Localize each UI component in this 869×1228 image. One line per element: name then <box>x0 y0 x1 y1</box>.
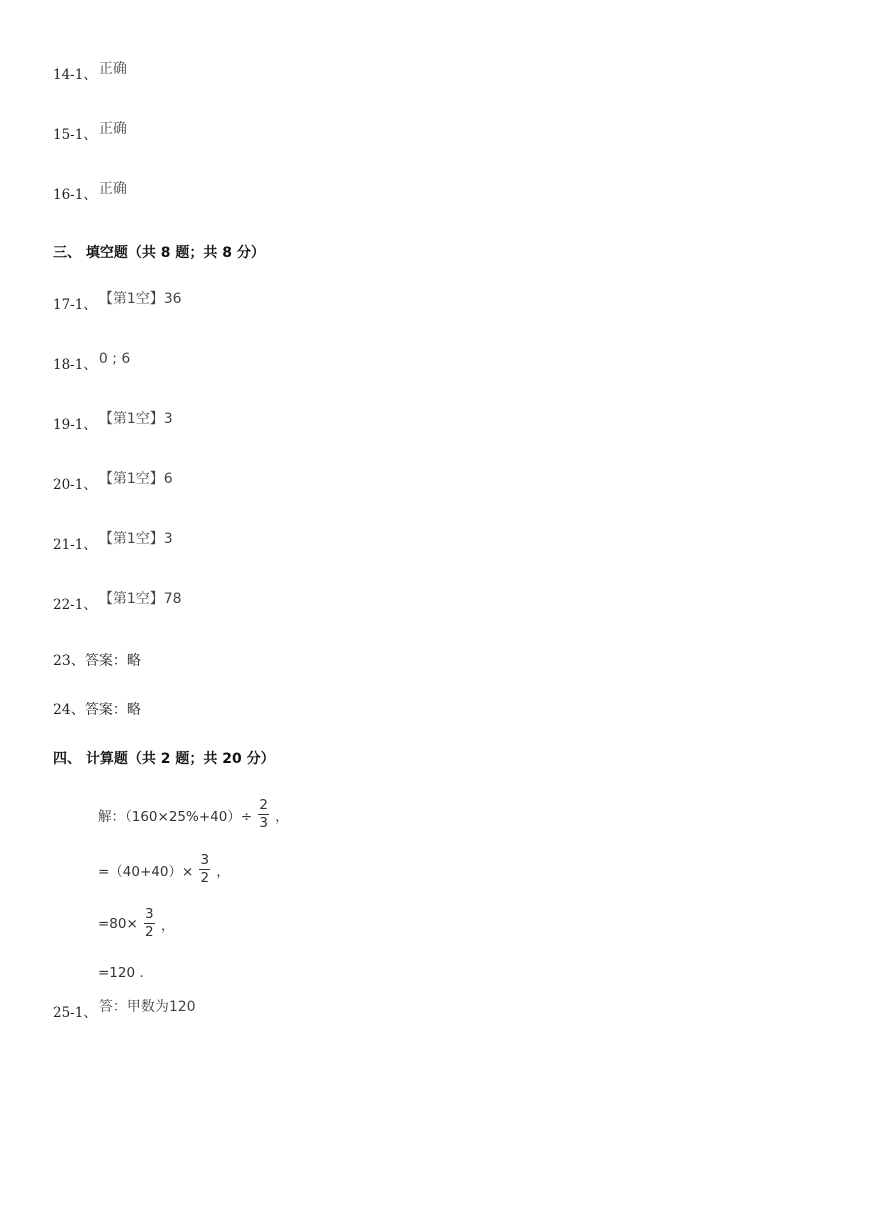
answer-row-16 <box>53 181 127 204</box>
answer-row-18 <box>53 351 131 374</box>
denominator: 2 <box>200 870 210 886</box>
question-number: 25-1、 <box>53 1005 97 1021</box>
section-heading-fill: 三、 填空题（共 8 题；共 8 分） <box>53 245 265 261</box>
answer-row-24: 24、答案：略 <box>53 702 141 718</box>
answer-text: 【第1空】3 <box>98 411 173 427</box>
numerator: 2 <box>259 797 268 813</box>
answer-text: 【第1空】6 <box>98 471 173 487</box>
question-number: 20-1、 <box>53 477 97 493</box>
question-number: 14-1、 <box>53 67 97 83</box>
question-number: 18-1、 <box>53 357 97 373</box>
question-number: 15-1、 <box>53 127 97 143</box>
answer-row-20 <box>53 471 173 494</box>
denominator: 2 <box>145 924 154 940</box>
punctuation: ， <box>275 808 289 825</box>
expression: =80× <box>98 915 138 932</box>
answer-row-14 <box>53 61 127 84</box>
answer-text: 【第1空】3 <box>98 531 173 547</box>
numerator: 3 <box>200 852 210 868</box>
answer-text: 【第1空】78 <box>98 591 182 607</box>
solution-line-1 <box>98 798 289 831</box>
answer-row-22 <box>53 591 182 614</box>
punctuation: ， <box>160 917 175 934</box>
question-number: 17-1、 <box>53 297 97 313</box>
solution-line-2 <box>98 853 230 886</box>
answer-text: 正确 <box>98 181 127 197</box>
punctuation: ， <box>216 863 230 880</box>
solution-line-3 <box>98 907 174 940</box>
answer-text: 正确 <box>98 61 127 77</box>
answer-row-17 <box>53 291 182 314</box>
numerator: 3 <box>145 906 154 922</box>
answer-text: 【第1空】36 <box>98 291 182 307</box>
expression: =（40+40）× <box>98 863 194 880</box>
question-number: 16-1、 <box>53 187 97 203</box>
answer-text: 正确 <box>98 121 127 137</box>
answer-row-25 <box>53 999 196 1022</box>
expression: 解：（160×25%+40）÷ <box>98 808 253 825</box>
fraction <box>144 907 155 940</box>
answer-row-23: 23、答案：略 <box>53 653 141 669</box>
answer-text: 答：甲数为120 <box>98 999 196 1015</box>
answer-row-21 <box>53 531 173 554</box>
denominator: 3 <box>259 815 268 831</box>
fraction <box>199 853 210 886</box>
fraction <box>258 798 269 831</box>
answer-row-19 <box>53 411 173 434</box>
question-number: 19-1、 <box>53 417 97 433</box>
answer-row-15 <box>53 121 127 144</box>
expression: =120 . <box>98 965 144 981</box>
question-number: 22-1、 <box>53 597 97 613</box>
solution-line-4 <box>98 965 144 981</box>
question-number: 21-1、 <box>53 537 97 553</box>
answer-text: 0 ; 6 <box>98 351 131 367</box>
section-heading-calc: 四、 计算题（共 2 题；共 20 分） <box>53 751 275 767</box>
